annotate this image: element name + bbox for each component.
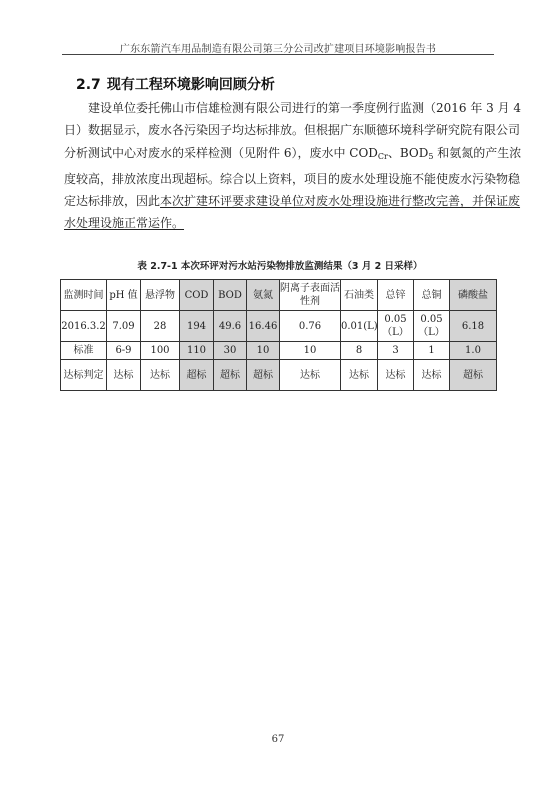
header-cell: 总锌 [378, 280, 414, 311]
table-cell: 达标 [107, 360, 141, 391]
table-cell: 16.46 [247, 311, 280, 342]
paragraph-line: 度较高，排放浓度出现超标。综合以上资料，项目的废水处理设施不能使废水污染物稳 [64, 171, 521, 186]
table-cell: 1.0 [450, 342, 497, 360]
paragraph-line [64, 190, 521, 212]
table-cell: 达标 [341, 360, 378, 391]
header-cell: 阴离子表面活性剂 [280, 280, 341, 311]
table-cell: 0.05（L） [378, 311, 414, 342]
header-cell: pH 值 [107, 280, 141, 311]
table-cell: 0.01(L) [341, 311, 378, 342]
subscript: Cr [377, 151, 388, 161]
table-cell: 2016.3.2 [61, 311, 107, 342]
paragraph-text: 定达标排放，因此 [64, 194, 161, 209]
table-cell: 0.05（L） [414, 311, 450, 342]
header-cell: 氨氮 [247, 280, 280, 311]
table-cell: 100 [141, 342, 180, 360]
table-cell: 30 [214, 342, 247, 360]
header-rule [62, 54, 494, 55]
table-caption: 表 2.7-1 本次环评对污水站污染物排放监测结果（3 月 2 日采样） [137, 261, 423, 272]
table-cell: 超标 [450, 360, 497, 391]
table-cell: 8 [341, 342, 378, 360]
table-cell: 达标判定 [61, 360, 107, 391]
table-cell: 1 [414, 342, 450, 360]
table-cell: 49.6 [214, 311, 247, 342]
header-cell: 监测时间 [61, 280, 107, 311]
underlined-text: 本次扩建环评要求建设单位对废水处理设施进行整改完善，并保证废 [160, 194, 521, 209]
table-cell: 6-9 [107, 342, 141, 360]
header-cell: 石油类 [341, 280, 378, 311]
table-cell: 达标 [280, 360, 341, 391]
section-number: 2.7 [76, 77, 101, 93]
table-cell: 0.76 [280, 311, 341, 342]
paragraph-text: 分析测试中心对废水的采样检测（见附件 6），废水中 COD [64, 145, 378, 160]
body-paragraph [64, 97, 522, 235]
header-cell: 磷酸盐 [450, 280, 497, 311]
table-cell: 6.18 [450, 311, 497, 342]
paragraph-line [64, 142, 522, 168]
page-header: 广东东箭汽车用品制造有限公司第三分公司改扩建项目环境影响报告书 [119, 44, 437, 55]
table-cell: 110 [180, 342, 214, 360]
section-heading [76, 74, 275, 94]
table-cell: 标准 [61, 342, 107, 360]
section-title: 现有工程环境影响回顾分析 [106, 77, 275, 93]
paragraph-text: 和氨氮的产生浓 [433, 145, 522, 160]
underlined-text: 水处理设施正常运作。 [64, 216, 185, 231]
table-cell: 超标 [180, 360, 214, 391]
subscript: 5 [428, 151, 434, 161]
header-cell: 总铜 [414, 280, 450, 311]
header-cell: 悬浮物 [141, 280, 180, 311]
table-cell: 194 [180, 311, 214, 342]
page-number: 67 [271, 734, 285, 745]
table-row [61, 360, 497, 391]
table-cell: 10 [280, 342, 341, 360]
table-cell: 达标 [414, 360, 450, 391]
table-cell: 10 [247, 342, 280, 360]
header-cell: BOD [214, 280, 247, 311]
paragraph-line: 日）数据显示，废水各污染因子均达标排放。但根据广东顺德环境科学研究院有限公司 [64, 123, 521, 138]
table-cell: 超标 [247, 360, 280, 391]
table-row [61, 342, 497, 360]
monitoring-results-table [60, 279, 497, 391]
table-row [61, 311, 497, 342]
table-header-row [61, 280, 497, 311]
table-cell: 7.09 [107, 311, 141, 342]
table-cell: 3 [378, 342, 414, 360]
table-cell: 28 [141, 311, 180, 342]
table-cell: 达标 [141, 360, 180, 391]
table-cell: 达标 [378, 360, 414, 391]
header-cell: COD [180, 280, 214, 311]
paragraph-text: 、BOD [387, 145, 429, 160]
table-cell: 超标 [214, 360, 247, 391]
paragraph-line: 建设单位委托佛山市信雄检测有限公司进行的第一季度例行监测（2016 年 3 月 4 [88, 101, 522, 115]
